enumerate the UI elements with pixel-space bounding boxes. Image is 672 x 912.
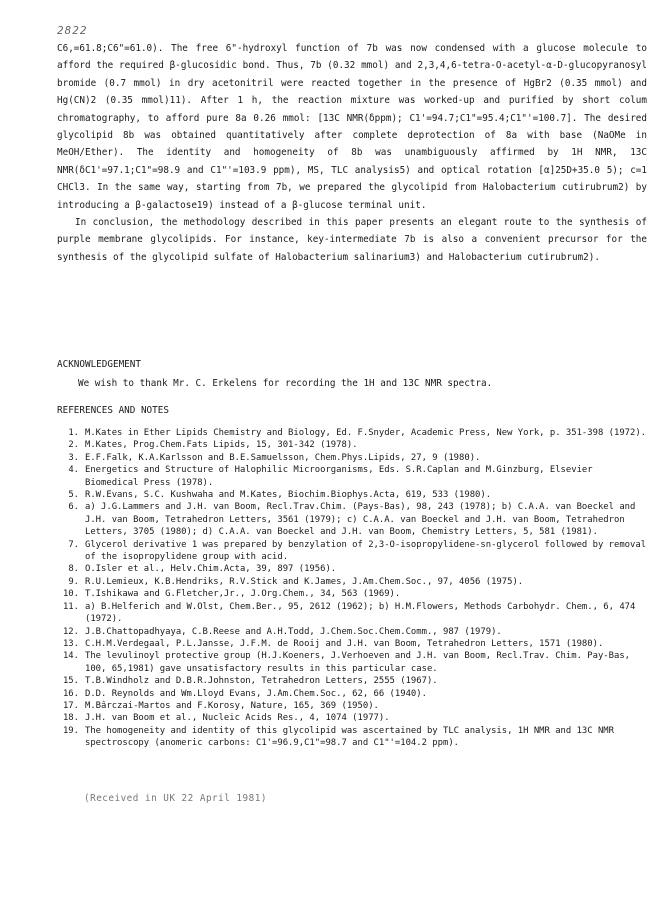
reference-number: 9. bbox=[68, 576, 79, 587]
reference-number: 10. bbox=[62, 589, 79, 600]
reference-number: 19. bbox=[62, 725, 79, 736]
reference-text: The homogeneity and identity of this glycolipid was ascertained by TLC analysis, 1H NMR and 13C NMR spectroscopy (anomeric carbons: C1'=96.9,C1"=98.7 and C1"'=104.2 ppm). bbox=[85, 725, 614, 749]
acknowledgement-heading: ACKNOWLEDGEMENT bbox=[57, 359, 141, 370]
reference-item bbox=[57, 626, 649, 638]
reference-item bbox=[57, 675, 649, 687]
reference-item bbox=[57, 427, 649, 439]
reference-number: 13. bbox=[62, 638, 79, 649]
reference-item bbox=[57, 489, 649, 501]
reference-text: M.Bârczai-Martos and F.Korosy, Nature, 165, 369 (1950). bbox=[85, 700, 379, 711]
reference-number: 18. bbox=[62, 713, 79, 724]
references-heading: REFERENCES AND NOTES bbox=[57, 405, 169, 416]
reference-item bbox=[57, 638, 649, 650]
reference-item bbox=[57, 688, 649, 700]
reference-text: a) J.G.Lammers and J.H. van Boom, Recl.Trav.Chim. (Pays-Bas), 98, 243 (1978); b) C.A.A. van Boeckel and J.H. van Boom, Tetrahedron Letters, 3561 (1979); c) C.A.A. van Boeckel and J.H. van Boom, Tetrahedron Letters, 3705 (1980); d) C.A.A. van Boeckel and J.H. van Boom, Chemistry Letters, 5, 581 (1981). bbox=[85, 502, 636, 538]
references-list bbox=[57, 427, 649, 750]
reference-text: R.W.Evans, S.C. Kushwaha and M.Kates, Biochim.Biophys.Acta, 619, 533 (1980). bbox=[85, 490, 492, 501]
reference-text: T.Ishikawa and G.Fletcher,Jr., J.Org.Chem., 34, 563 (1969). bbox=[85, 589, 401, 600]
body-text bbox=[57, 40, 647, 266]
reference-item bbox=[57, 700, 649, 712]
reference-text: a) B.Helferich and W.Olst, Chem.Ber., 95, 2612 (1962); b) H.M.Flowers, Methods Carbohydr. Chem., 6, 474 (1972). bbox=[85, 601, 636, 625]
reference-number: 15. bbox=[62, 676, 79, 687]
reference-item bbox=[57, 439, 649, 451]
received-date: (Received in UK 22 April 1981) bbox=[84, 793, 267, 804]
reference-text: Glycerol derivative 1 was prepared by benzylation of 2,3-O-isopropylidene-sn-glycerol followed by removal of the isopropylidene group with acid. bbox=[85, 539, 647, 563]
reference-item bbox=[57, 601, 649, 626]
reference-text: The levulinoyl protective group (H.J.Koeners, J.Verhoeven and J.H. van Boom, Recl.Trav. Chim. Pay-Bas, 100, 65,1981) gave unsatisfactory results in this particular case. bbox=[85, 651, 631, 674]
reference-text: T.B.Windholz and D.B.R.Johnston, Tetrahedron Letters, 2555 (1967). bbox=[85, 676, 438, 687]
reference-text: M.Kates, Prog.Chem.Fats Lipids, 15, 301-342 (1978). bbox=[85, 440, 358, 451]
reference-text: E.F.Falk, K.A.Karlsson and B.E.Samuelsson, Chem.Phys.Lipids, 27, 9 (1980). bbox=[85, 452, 481, 463]
reference-number: 5. bbox=[68, 490, 79, 501]
reference-item bbox=[57, 452, 649, 464]
reference-text: J.H. van Boom et al., Nucleic Acids Res., 4, 1074 (1977). bbox=[85, 713, 390, 724]
reference-item bbox=[57, 576, 649, 588]
reference-text: C.H.M.Verdegaal, P.L.Jansse, J.F.M. de Rooij and J.H. van Boom, Tetrahedron Letters, 1571 (1980). bbox=[85, 638, 604, 649]
acknowledgement-text: We wish to thank Mr. C. Erkelens for recording the 1H and 13C NMR spectra. bbox=[78, 378, 493, 389]
reference-number: 2. bbox=[68, 440, 79, 451]
reference-number: 7. bbox=[68, 539, 79, 550]
reference-text: Energetics and Structure of Halophilic Microorganisms, Eds. S.R.Caplan and M.Ginzburg, Elsevier Biomedical Press (1978). bbox=[85, 465, 593, 488]
reference-text: R.U.Lemieux, K.B.Hendriks, R.V.Stick and K.James, J.Am.Chem.Soc., 97, 4056 (1975). bbox=[85, 576, 524, 587]
reference-item bbox=[57, 539, 649, 564]
page-number: 2822 bbox=[57, 24, 88, 37]
reference-number: 3. bbox=[68, 452, 79, 463]
reference-item bbox=[57, 464, 649, 489]
reference-item bbox=[57, 650, 649, 675]
reference-number: 12. bbox=[62, 626, 79, 637]
reference-text: O.Isler et al., Helv.Chim.Acta, 39, 897 (1956). bbox=[85, 564, 337, 575]
reference-number: 16. bbox=[62, 688, 79, 699]
reference-number: 1. bbox=[68, 428, 79, 438]
reference-number: 8. bbox=[68, 564, 79, 575]
reference-number: 11. bbox=[62, 601, 79, 612]
reference-number: 4. bbox=[68, 465, 79, 476]
reference-text: D.D. Reynolds and Wm.Lloyd Evans, J.Am.Chem.Soc., 62, 66 (1940). bbox=[85, 688, 427, 699]
reference-item bbox=[57, 588, 649, 600]
reference-number: 6. bbox=[68, 502, 79, 513]
reference-number: 17. bbox=[62, 700, 79, 711]
reference-item bbox=[57, 501, 649, 538]
reference-item bbox=[57, 725, 649, 750]
reference-text: J.B.Chattopadhyaya, C.B.Reese and A.H.Todd, J.Chem.Soc.Chem.Comm., 987 (1979). bbox=[85, 626, 502, 637]
reference-item bbox=[57, 563, 649, 575]
body-paragraph-1: C6,=61.8;C6"=61.0). The free 6"-hydroxyl function of 7b was now condensed with a glucose molecule to afford the required β-glucosidic bond. Thus, 7b (0.32 mmol) and 2,3,4,6-tetra-O-acetyl-α-D-glucopyranosyl bromide (0.7 mmol) in dry acetonitril were reacted together in the presence of HgBr2 (0.35 mmol) and Hg(CN)2 (0.35 mmol)11). After 1 h, the reaction mixture was worked-up and purified by short colum chromatography, to afford pure 8a 0.26 mmol: [13C NMR(δppm); C1'=94.7;C1"=95.4;C1"'=100.7]. The desired glycolipid 8b was obtained quantitatively after complete deprotection of 8a with base (NaOMe in MeOH/Ether). The identity and homogeneity of 8b was unambiguously affirmed by 1H NMR, 13C NMR(δC1'=97.1;C1"=98.9 and C1"'=103.9 ppm), MS, TLC analysis5) and optical rotation [α]25D+35.0 5); c=1 CHCl3. In the same way, starting from 7b, we prepared the glycolipid from Halobacterium cutirubrum2) by introducing a β-galactose19) instead of a β-glucose terminal unit. bbox=[57, 43, 647, 211]
reference-text: M.Kates in Ether Lipids Chemistry and Biology, Ed. F.Snyder, Academic Press, New York, p. 351-398 (1972). bbox=[85, 428, 647, 438]
reference-item bbox=[57, 712, 649, 724]
body-paragraph-2: In conclusion, the methodology described in this paper presents an elegant route to the synthesis of purple membrane glycolipids. For instance, key-intermediate 7b is also a convenient precursor for the synthesis of the glycolipid sulfate of Halobacterium salinarium3) and Halobacterium cutirubrum2). bbox=[57, 217, 647, 263]
reference-number: 14. bbox=[62, 651, 79, 662]
